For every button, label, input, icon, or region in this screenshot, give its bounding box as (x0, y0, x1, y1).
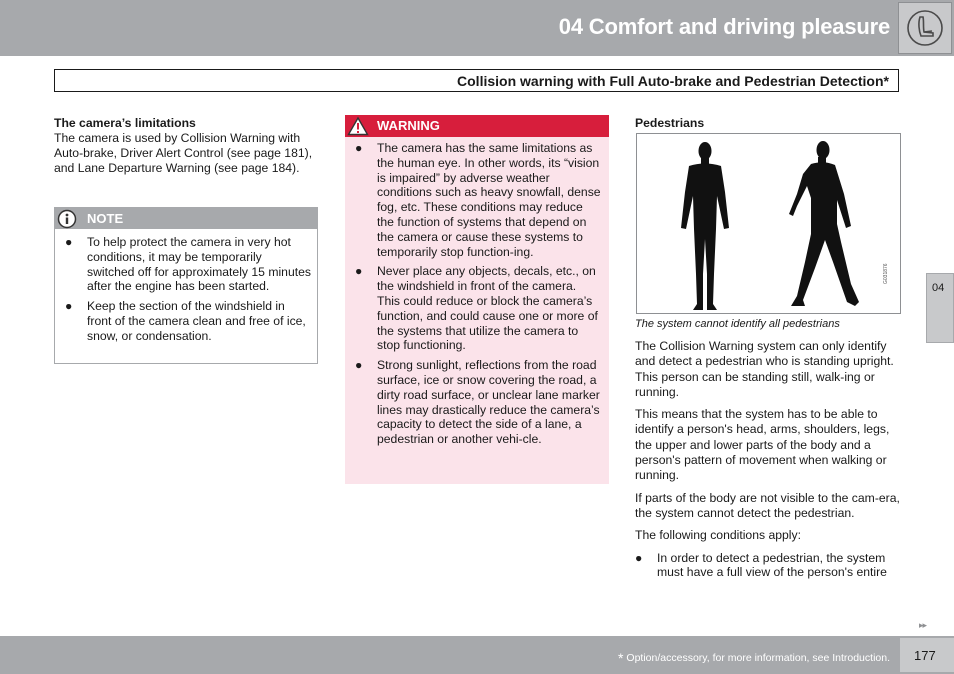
note-box (54, 207, 318, 364)
bullet: ● (635, 550, 643, 565)
footer-note (618, 650, 890, 666)
bullet: ● (65, 299, 73, 314)
warning-header (345, 115, 609, 137)
list-item (65, 235, 311, 294)
pedestrians-body (635, 339, 902, 585)
list-item (355, 264, 601, 353)
footer-note-text: Option/accessory, for more information, see Introduction. (626, 652, 890, 664)
note-list (65, 235, 311, 349)
page-number-box (900, 638, 954, 672)
camera-limitations-body: The camera is used by Collision Warning with Auto-brake, Driver Alert Control (see page 181), and Lane Departure Warning (see page 184). (54, 131, 313, 176)
section-title: Collision warning with Full Auto-brake and Pedestrian Detection* (457, 73, 889, 89)
condition-item-text: In order to detect a pedestrian, the system must have a full view of the person's entire (657, 550, 887, 580)
double-chevron-right-icon: ▸▸ (919, 620, 927, 630)
list-item (355, 141, 601, 259)
warning-item-text: Strong sunlight, reflections from the road surface, ice or snow covering the road, a dirty road surface, or unclear lane marker lines may drastically reduce the camera’s capacity to detect the side of a lane, a pedestrian or another vehi-cle. (377, 358, 600, 447)
chapter-side-tab[interactable] (926, 273, 954, 343)
footer-band (0, 636, 954, 674)
pedestrians-heading: Pedestrians (635, 116, 705, 130)
warning-label: WARNING (377, 118, 440, 133)
warning-triangle-icon (347, 116, 369, 141)
note-item-text: To help protect the camera in very hot conditions, it may be temporarily switched off for approximately 15 minutes after the engine has been started. (87, 235, 311, 294)
pedestrian-figure (636, 133, 901, 314)
chapter-icon-box (898, 2, 952, 54)
standing-person-icon (681, 142, 729, 310)
warning-list (355, 141, 601, 452)
header-band (0, 0, 954, 56)
figure-caption: The system cannot identify all pedestrians (635, 318, 840, 330)
note-label: NOTE (87, 211, 124, 226)
footer-star: * (618, 650, 624, 666)
page-number: 177 (914, 648, 936, 663)
camera-limitations-heading: The camera’s limitations (54, 116, 196, 130)
paragraph: If parts of the body are not visible to the cam-era, the system cannot detect the pedestrian. (635, 490, 900, 520)
section-title-box (54, 69, 899, 92)
paragraph: This means that the system has to be able to identify a person's head, arms, shoulders, legs, the upper and lower parts of the body and a person's pattern of movement when walking or running. (635, 407, 890, 483)
note-header (55, 208, 317, 229)
list-item (65, 299, 311, 343)
bullet: ● (65, 235, 73, 249)
warning-item-text: Never place any objects, decals, etc., on the windshield in front of the camera. This could reduce or block the camera’s function, and could cause one or more of the systems that utilize the camera to stop functioning. (377, 264, 598, 353)
paragraph: The following conditions apply: (635, 528, 801, 543)
bullet: ● (355, 264, 363, 279)
warning-item-text: The camera has the same limitations as the human eye. In other words, its “vision is impaired” by adverse weather conditions such as heavy snowfall, dense fog, etc. These conditions may reduce the function of systems that depend on the camera or cause these systems to temporarily stop function-ing. (377, 141, 601, 259)
list-item (355, 358, 601, 447)
note-item-text: Keep the section of the windshield in front of the camera clean and free of ice, snow, or condensation. (87, 299, 306, 343)
list-item (635, 551, 902, 581)
chapter-title: 04 Comfort and driving pleasure (558, 14, 890, 39)
left-column (54, 116, 318, 177)
info-icon (57, 209, 77, 234)
bullet: ● (355, 141, 363, 155)
figure-code: G031876 (883, 263, 889, 284)
side-tab-label: 04 (932, 282, 945, 294)
paragraph: The Collision Warning system can only identify and detect a pedestrian who is standing upright. This person can be standing still, walk-ing or running. (635, 339, 894, 399)
pedestrian-silhouettes (637, 134, 900, 313)
conditions-list (635, 551, 902, 581)
bullet: ● (355, 358, 363, 373)
warning-box (345, 115, 609, 484)
walking-person-icon (789, 141, 859, 306)
right-column (635, 116, 902, 131)
